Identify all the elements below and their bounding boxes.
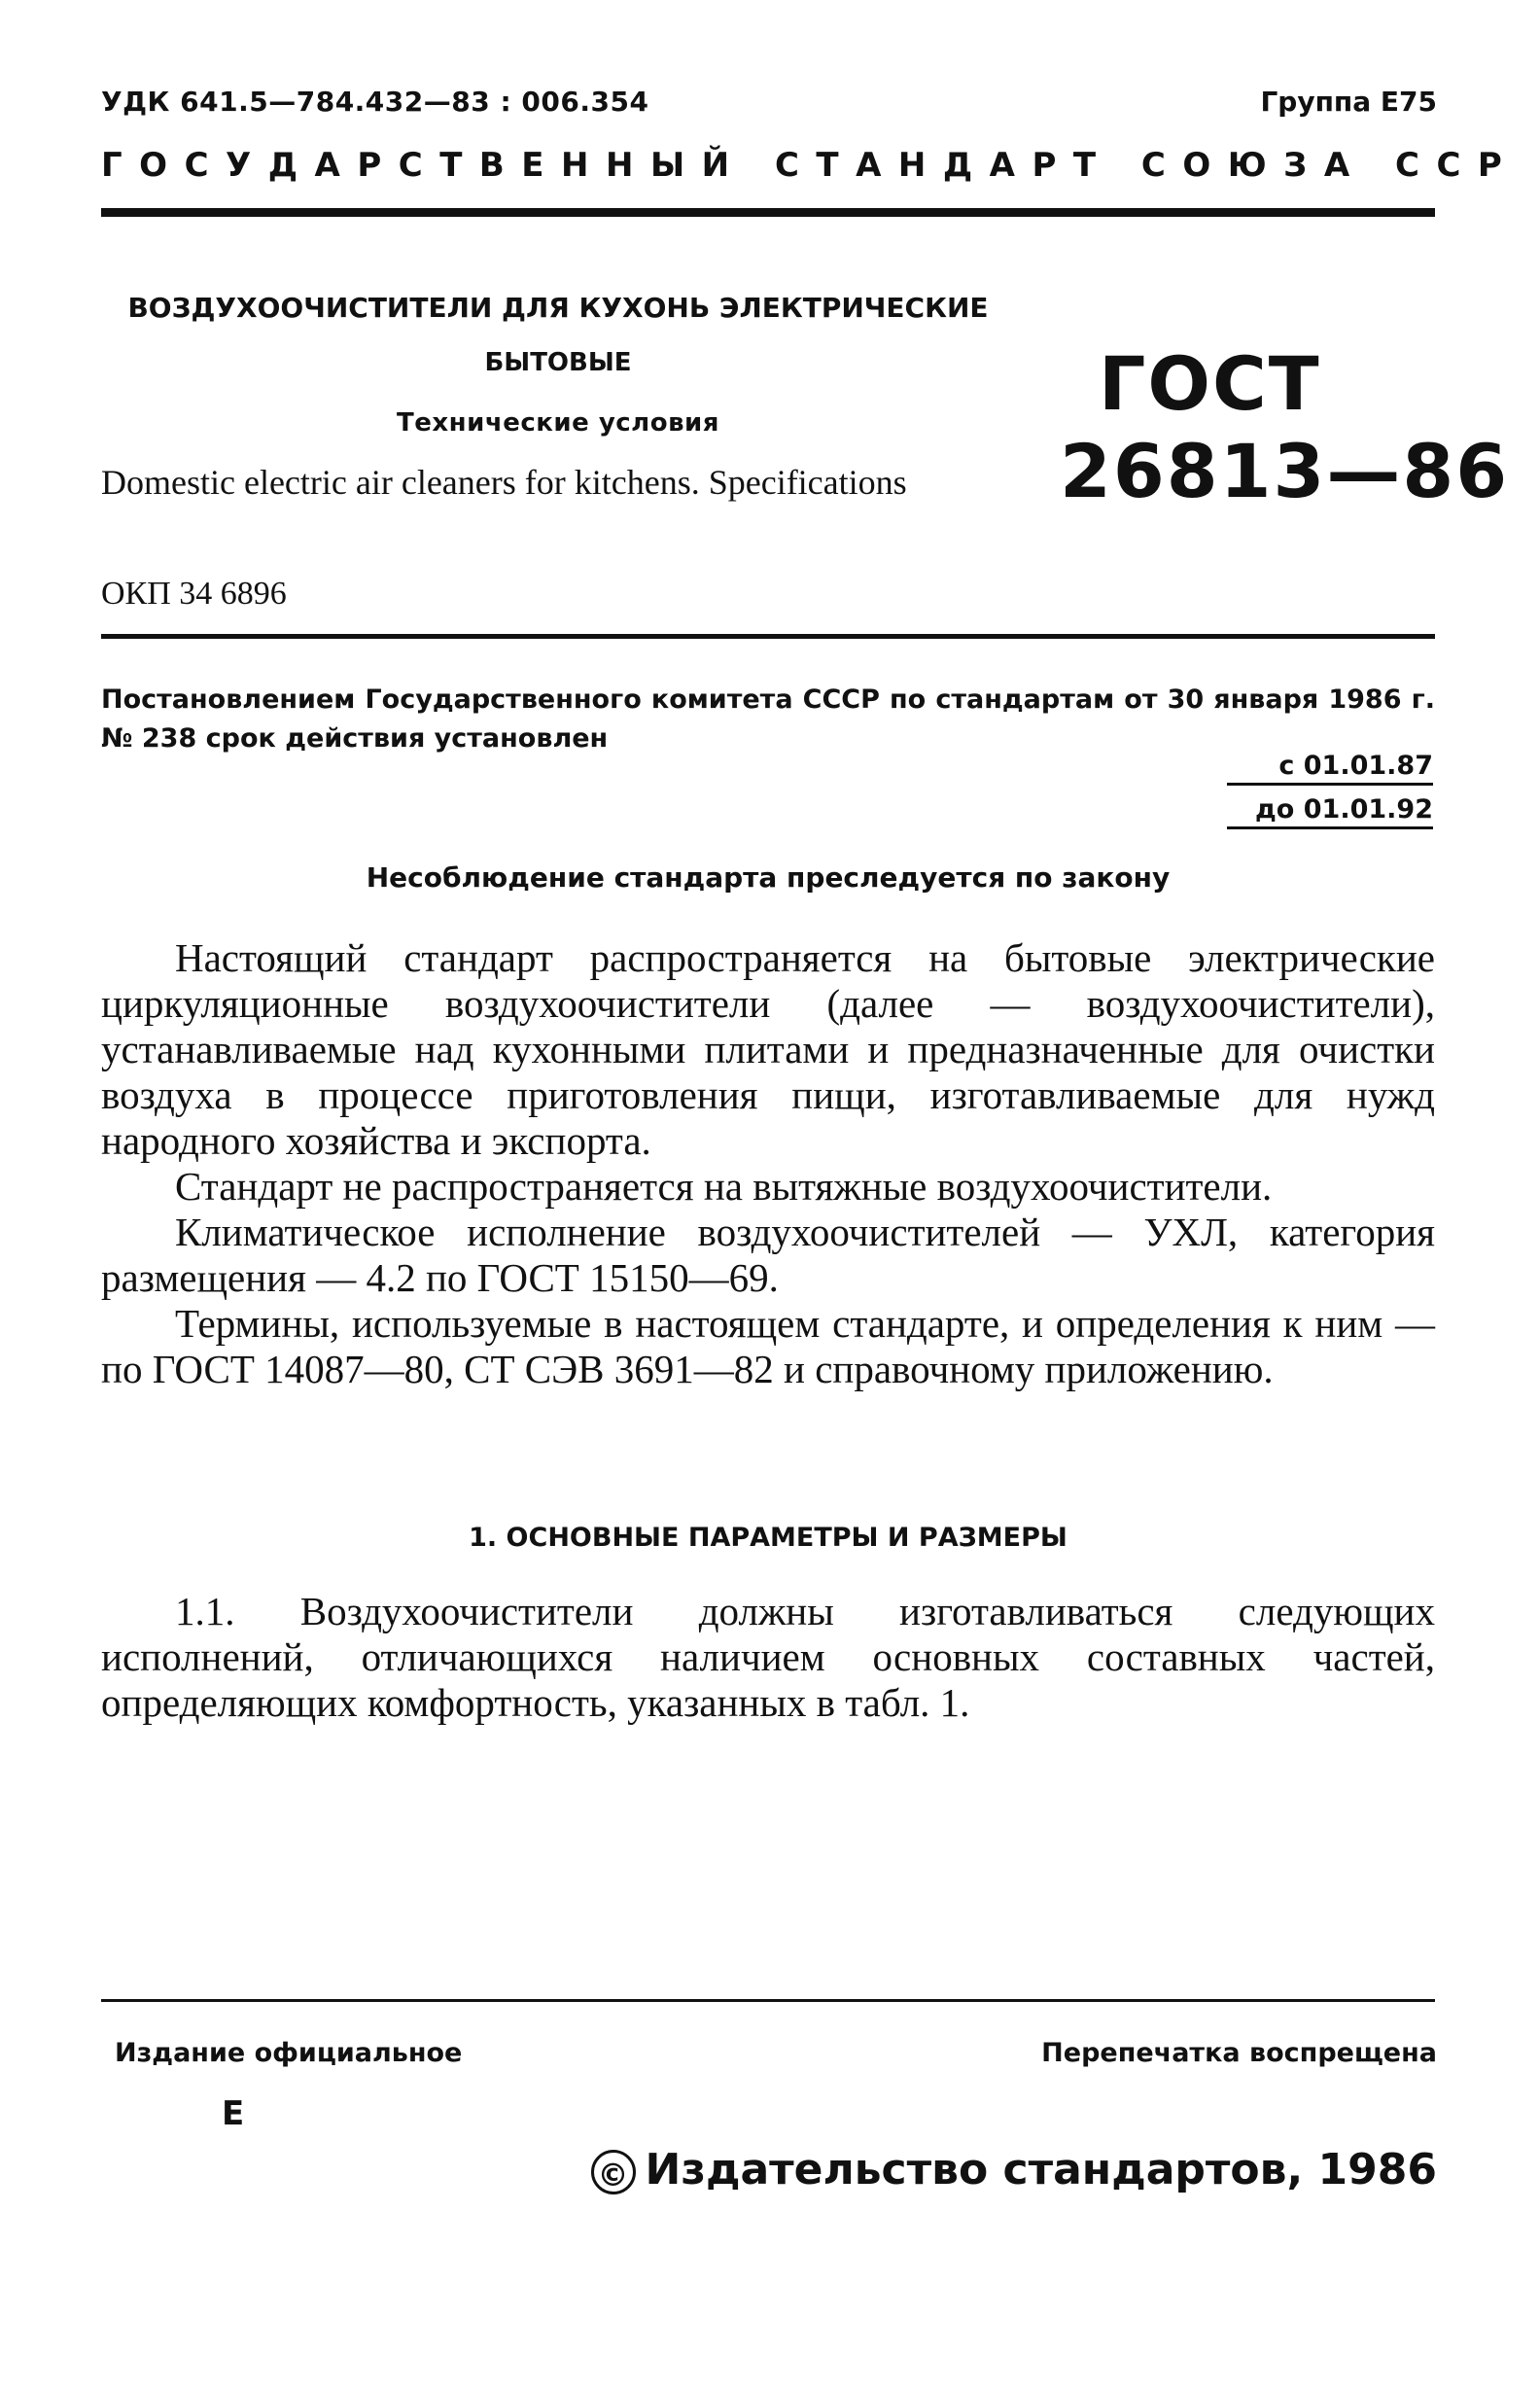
gost-label: ГОСТ <box>1099 340 1321 427</box>
document-title-line2: БЫТОВЫЕ <box>484 348 632 377</box>
clause-text <box>101 1589 1435 1726</box>
validity-date-to: до 01.01.92 <box>1227 794 1433 829</box>
document-subtitle: Технические условия <box>397 408 719 438</box>
intro-paragraph-climate: Климатическое исполнение воздухоочистителей — УХЛ, категория размещения — 4.2 по ГОСТ 15150—69. <box>101 1210 1435 1300</box>
copyright-line <box>591 2145 1437 2194</box>
gost-number: 26813—86 <box>1060 428 1510 514</box>
introduction-text <box>101 935 1435 1392</box>
header-rule <box>101 208 1435 217</box>
official-edition-label: Издание официальное <box>115 2038 463 2068</box>
footer-rule <box>101 1999 1435 2002</box>
publisher-name: Издательство стандартов, 1986 <box>645 2145 1437 2194</box>
intro-paragraph-terms: Термины, используемые в настоящем стандарте, и определения к ним — по ГОСТ 14087—80, СТ СЭВ 3691—82 и справочному приложению. <box>101 1301 1435 1391</box>
validity-date-from: с 01.01.87 <box>1227 751 1433 786</box>
okp-rule <box>101 634 1435 639</box>
section-heading: 1. ОСНОВНЫЕ ПАРАМЕТРЫ И РАЗМЕРЫ <box>469 1523 1068 1553</box>
copyright-icon: © <box>591 2150 636 2194</box>
okp-code: ОКП 34 6896 <box>101 576 287 612</box>
intro-paragraph-exclusion: Стандарт не распространяется на вытяжные воздухоочистители. <box>175 1164 1273 1209</box>
decree-text: Постановлением Государственного комитета СССР по стандартам от 30 января 1986 г. № 238 срок действия установлен <box>101 685 1435 754</box>
reprint-prohibited-label: Перепечатка воспрещена <box>1041 2038 1437 2068</box>
legal-warning: Несоблюдение стандарта преследуется по закону <box>366 861 1171 894</box>
intro-paragraph-scope: Настоящий стандарт распространяется на бытовые электрические циркуляционные воздухоочистители (далее — воздухоочистители), устанавливаемые над кухонными плитами и предназначенные для очистки воздуха в процессе приготовления пищи, изготавливаемые для нужд народного хозяйства и экспорта. <box>101 935 1435 1163</box>
udk-code: УДК 641.5—784.432—83 : 006.354 <box>101 86 649 118</box>
clause-1-1: 1.1. Воздухоочистители должны изготавливаться следующих исполнений, отличающихся наличием основных составных частей, определяющих комфортность, указанных в табл. 1. <box>101 1589 1435 1725</box>
group-code: Группа Е75 <box>1260 86 1437 118</box>
standard-header-line: ГОСУДАРСТВЕННЫЙ СТАНДАРТ СОЮЗА ССР <box>101 146 1520 185</box>
edition-letter: Е <box>222 2094 245 2133</box>
document-title: ВОЗДУХООЧИСТИТЕЛИ ДЛЯ КУХОНЬ ЭЛЕКТРИЧЕСКИЕ <box>127 292 989 324</box>
english-title: Domestic electric air cleaners for kitchens. Specifications <box>101 463 907 502</box>
